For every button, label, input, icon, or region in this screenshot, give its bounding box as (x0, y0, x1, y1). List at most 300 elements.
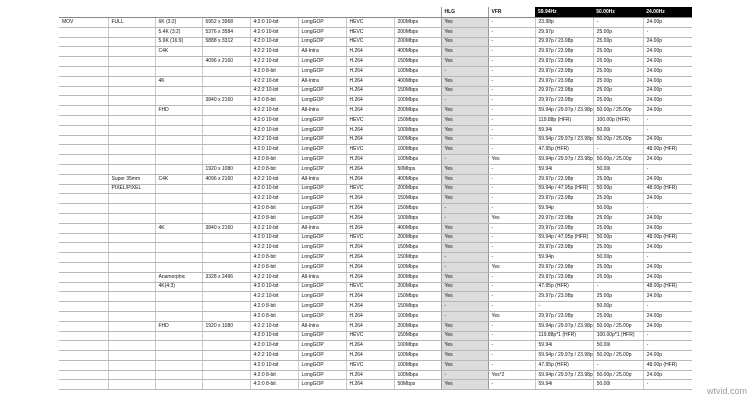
cell-pixel-size (202, 341, 250, 351)
cell-vfr: - (488, 341, 535, 351)
header-blank (202, 7, 250, 18)
cell-rate-50-00: 25.00p (593, 272, 643, 282)
cell-angle (108, 282, 155, 292)
cell-angle (108, 360, 155, 370)
cell-vfr: - (488, 115, 535, 125)
table-row (59, 184, 692, 194)
cell-angle (108, 135, 155, 145)
cell-rate-24-00: 24.00p (643, 155, 692, 165)
cell-vfr: - (488, 351, 535, 361)
cell-sampling: 4:2:0 10-bit (250, 145, 298, 155)
cell-vfr: - (488, 282, 535, 292)
cell-bitrate: 100Mbps (394, 213, 441, 223)
cell-bitrate: 50Mbps (394, 164, 441, 174)
cell-rate-59-94: 29.97p / 23.98p (535, 292, 593, 302)
cell-sampling: 4:2:0 8-bit (250, 204, 298, 214)
cell-hlg: - (441, 204, 488, 214)
cell-vfr: - (488, 18, 535, 28)
cell-format (59, 106, 108, 116)
cell-rate-24-00: 24.00p (643, 174, 692, 184)
cell-sampling: 4:2:0 10-bit (250, 331, 298, 341)
cell-bitrate: 100Mbps (394, 262, 441, 272)
cell-sampling: 4:2:0 8-bit (250, 213, 298, 223)
cell-sampling: 4:2:2 10-bit (250, 351, 298, 361)
cell-angle (108, 47, 155, 57)
cell-format (59, 351, 108, 361)
cell-rate-59-94: 59.94p / 29.97p / 23.98p (535, 370, 593, 380)
cell-bitrate: 150Mbps (394, 253, 441, 263)
cell-format (59, 145, 108, 155)
cell-rate-59-94: 29.97p / 23.98p (535, 262, 593, 272)
table-row (59, 96, 692, 106)
cell-pixel-size (202, 125, 250, 135)
cell-angle (108, 66, 155, 76)
cell-rate-59-94: 59.94p / 29.97p / 23.98p (535, 155, 593, 165)
cell-sampling: 4:2:2 10-bit (250, 76, 298, 86)
cell-format (59, 272, 108, 282)
cell-format (59, 341, 108, 351)
cell-rate-50-00: 25.00p (593, 57, 643, 67)
cell-format (59, 164, 108, 174)
cell-bitrate: 400Mbps (394, 47, 441, 57)
cell-rate-50-00: - (593, 18, 643, 28)
table-row (59, 174, 692, 184)
cell-hlg: Yes (441, 174, 488, 184)
cell-rate-59-94: 59.94p / 29.97p / 23.98p (535, 321, 593, 331)
cell-pixel-size: 5888 x 3312 (202, 37, 250, 47)
cell-format (59, 370, 108, 380)
cell-vfr: - (488, 184, 535, 194)
cell-codec: H.264 (346, 272, 394, 282)
cell-format (59, 213, 108, 223)
cell-pixel-size (202, 262, 250, 272)
cell-rate-59-94: 59.94p (535, 204, 593, 214)
cell-resolution-name: 4K (155, 223, 202, 233)
cell-angle (108, 76, 155, 86)
cell-format (59, 76, 108, 86)
cell-codec: HEVC (346, 18, 394, 28)
cell-hlg: - (441, 213, 488, 223)
cell-rate-59-94: 29.97p / 23.98p (535, 96, 593, 106)
cell-angle (108, 115, 155, 125)
cell-rate-24-00: 24.00p (643, 86, 692, 96)
cell-format (59, 321, 108, 331)
cell-resolution-name: 5.9K (16:9) (155, 37, 202, 47)
cell-rate-50-00: - (593, 360, 643, 370)
cell-rate-50-00: 50.00p (593, 302, 643, 312)
table-row (59, 223, 692, 233)
cell-hlg: Yes (441, 341, 488, 351)
table-body (59, 18, 692, 390)
header-blank (298, 7, 346, 18)
cell-codec: H.264 (346, 262, 394, 272)
table-row (59, 57, 692, 67)
header-blank (394, 7, 441, 18)
cell-rate-59-94: 29.97p (535, 27, 593, 37)
cell-sampling: 4:2:0 10-bit (250, 282, 298, 292)
cell-codec: H.264 (346, 311, 394, 321)
cell-angle (108, 194, 155, 204)
cell-hlg: Yes (441, 37, 488, 47)
cell-format (59, 302, 108, 312)
cell-rate-24-00: - (643, 204, 692, 214)
cell-bitrate: 100Mbps (394, 66, 441, 76)
cell-vfr: - (488, 164, 535, 174)
cell-rate-50-00: 50.00i (593, 341, 643, 351)
cell-resolution-name (155, 253, 202, 263)
cell-pixel-size (202, 86, 250, 96)
cell-angle (108, 213, 155, 223)
cell-pixel-size (202, 155, 250, 165)
cell-bitrate: 200Mbps (394, 106, 441, 116)
cell-hlg: Yes (441, 27, 488, 37)
cell-codec: HEVC (346, 27, 394, 37)
cell-format (59, 380, 108, 390)
cell-vfr: - (488, 272, 535, 282)
cell-compression: LongGOP (298, 57, 346, 67)
cell-compression: LongGOP (298, 145, 346, 155)
cell-rate-59-94: 29.97p / 23.98p (535, 194, 593, 204)
cell-rate-50-00: 25.00p (593, 86, 643, 96)
cell-bitrate: 100Mbps (394, 155, 441, 165)
cell-compression: LongGOP (298, 204, 346, 214)
cell-vfr: - (488, 321, 535, 331)
cell-vfr: - (488, 194, 535, 204)
cell-codec: H.264 (346, 106, 394, 116)
cell-rate-50-00: 25.00p (593, 76, 643, 86)
cell-pixel-size: 4096 x 2160 (202, 57, 250, 67)
cell-sampling: 4:2:0 10-bit (250, 184, 298, 194)
table-row (59, 380, 692, 390)
cell-hlg: Yes (441, 380, 488, 390)
cell-hlg: Yes (441, 86, 488, 96)
cell-bitrate: 100Mbps (394, 135, 441, 145)
cell-pixel-size (202, 145, 250, 155)
cell-angle: PIXEL/PIXEL (108, 184, 155, 194)
cell-rate-24-00: 24.00p (643, 66, 692, 76)
cell-hlg: - (441, 311, 488, 321)
cell-rate-59-94: 47.95p (HFR) (535, 282, 593, 292)
cell-bitrate: 100Mbps (394, 351, 441, 361)
cell-resolution-name (155, 86, 202, 96)
cell-sampling: 4:2:0 8-bit (250, 96, 298, 106)
cell-hlg: Yes (441, 331, 488, 341)
cell-rate-59-94: 59.94p / 47.95p (HFR) (535, 233, 593, 243)
cell-angle: FULL (108, 18, 155, 28)
cell-compression: LongGOP (298, 233, 346, 243)
cell-codec: H.264 (346, 194, 394, 204)
cell-rate-50-00: 50.00p / 25.00p (593, 370, 643, 380)
cell-rate-50-00: 50.00p / 25.00p (593, 106, 643, 116)
cell-bitrate: 150Mbps (394, 115, 441, 125)
cell-hlg: Yes (441, 351, 488, 361)
cell-format (59, 223, 108, 233)
cell-rate-59-94: 29.97p / 23.98p (535, 213, 593, 223)
cell-vfr: - (488, 233, 535, 243)
cell-rate-50-00: 25.00p (593, 311, 643, 321)
cell-compression: LongGOP (298, 125, 346, 135)
cell-format (59, 311, 108, 321)
cell-format (59, 360, 108, 370)
cell-compression: LongGOP (298, 302, 346, 312)
cell-pixel-size (202, 204, 250, 214)
cell-rate-59-94: 29.97p / 23.98p (535, 76, 593, 86)
cell-sampling: 4:2:0 8-bit (250, 311, 298, 321)
watermark: wtvid.com (706, 386, 747, 396)
cell-rate-24-00: - (643, 164, 692, 174)
cell-resolution-name (155, 360, 202, 370)
cell-format (59, 292, 108, 302)
cell-codec: H.264 (346, 243, 394, 253)
cell-pixel-size: 3328 x 2496 (202, 272, 250, 282)
cell-rate-59-94: 29.97p / 23.98p (535, 86, 593, 96)
cell-resolution-name (155, 57, 202, 67)
cell-resolution-name: 4K (155, 76, 202, 86)
cell-bitrate: 200Mbps (394, 184, 441, 194)
cell-rate-24-00: - (643, 380, 692, 390)
table-row (59, 292, 692, 302)
cell-sampling: 4:2:0 8-bit (250, 370, 298, 380)
cell-resolution-name (155, 331, 202, 341)
table-row (59, 370, 692, 380)
cell-resolution-name: FHD (155, 321, 202, 331)
cell-compression: LongGOP (298, 86, 346, 96)
cell-sampling: 4:2:0 8-bit (250, 302, 298, 312)
cell-hlg: Yes (441, 164, 488, 174)
cell-codec: H.264 (346, 47, 394, 57)
cell-bitrate: 100Mbps (394, 370, 441, 380)
cell-vfr: - (488, 223, 535, 233)
cell-vfr: Yes*2 (488, 370, 535, 380)
cell-compression: LongGOP (298, 213, 346, 223)
cell-rate-24-00: - (643, 331, 692, 341)
cell-angle (108, 262, 155, 272)
cell-hlg: - (441, 370, 488, 380)
cell-bitrate: 200Mbps (394, 272, 441, 282)
cell-angle (108, 106, 155, 116)
cell-pixel-size (202, 253, 250, 263)
cell-sampling: 4:2:2 10-bit (250, 223, 298, 233)
table-header-row (59, 7, 692, 18)
table-row (59, 262, 692, 272)
cell-hlg: Yes (441, 243, 488, 253)
table-row (59, 282, 692, 292)
cell-angle: Super 35mm (108, 174, 155, 184)
cell-vfr: Yes (488, 262, 535, 272)
cell-codec: H.264 (346, 96, 394, 106)
cell-angle (108, 321, 155, 331)
cell-angle (108, 125, 155, 135)
cell-vfr: - (488, 380, 535, 390)
cell-pixel-size (202, 194, 250, 204)
cell-codec: H.264 (346, 57, 394, 67)
table-row (59, 47, 692, 57)
cell-bitrate: 400Mbps (394, 174, 441, 184)
cell-hlg: - (441, 96, 488, 106)
cell-sampling: 4:2:0 8-bit (250, 155, 298, 165)
cell-vfr: - (488, 360, 535, 370)
cell-resolution-name (155, 292, 202, 302)
cell-codec: HEVC (346, 282, 394, 292)
cell-angle (108, 145, 155, 155)
cell-hlg: Yes (441, 106, 488, 116)
cell-rate-50-00: 25.00p (593, 292, 643, 302)
cell-format (59, 27, 108, 37)
cell-format (59, 57, 108, 67)
cell-bitrate: 400Mbps (394, 223, 441, 233)
table-row (59, 194, 692, 204)
cell-angle (108, 155, 155, 165)
cell-vfr: - (488, 86, 535, 96)
cell-compression: All-Intra (298, 47, 346, 57)
cell-sampling: 4:2:0 8-bit (250, 66, 298, 76)
cell-compression: LongGOP (298, 18, 346, 28)
table-row (59, 86, 692, 96)
cell-rate-59-94: - (535, 302, 593, 312)
cell-codec: H.264 (346, 213, 394, 223)
cell-bitrate: 150Mbps (394, 292, 441, 302)
cell-vfr: - (488, 27, 535, 37)
cell-pixel-size: 3840 x 2160 (202, 223, 250, 233)
cell-rate-59-94: 119.88p*1 (HFR) (535, 331, 593, 341)
table-row (59, 331, 692, 341)
cell-compression: LongGOP (298, 262, 346, 272)
cell-resolution-name (155, 204, 202, 214)
cell-sampling: 4:2:2 10-bit (250, 321, 298, 331)
cell-codec: H.264 (346, 253, 394, 263)
cell-pixel-size (202, 184, 250, 194)
cell-hlg: Yes (441, 184, 488, 194)
cell-rate-59-94: 29.97p / 23.98p (535, 57, 593, 67)
cell-hlg: - (441, 66, 488, 76)
cell-angle (108, 272, 155, 282)
cell-resolution-name (155, 145, 202, 155)
cell-pixel-size (202, 370, 250, 380)
cell-rate-24-00: 24.00p (643, 47, 692, 57)
cell-resolution-name (155, 66, 202, 76)
cell-format (59, 66, 108, 76)
cell-format (59, 243, 108, 253)
cell-resolution-name (155, 194, 202, 204)
cell-angle (108, 302, 155, 312)
cell-sampling: 4:2:0 10-bit (250, 37, 298, 47)
cell-codec: H.264 (346, 380, 394, 390)
cell-rate-50-00: 50.00i (593, 164, 643, 174)
cell-rate-24-00: 24.00p (643, 194, 692, 204)
cell-sampling: 4:2:2 10-bit (250, 292, 298, 302)
cell-resolution-name (155, 311, 202, 321)
table-row (59, 18, 692, 28)
table-row (59, 341, 692, 351)
cell-compression: LongGOP (298, 331, 346, 341)
cell-rate-50-00: 50.00p (593, 233, 643, 243)
cell-pixel-size (202, 47, 250, 57)
cell-sampling: 4:2:2 10-bit (250, 243, 298, 253)
cell-format (59, 115, 108, 125)
cell-resolution-name (155, 351, 202, 361)
cell-rate-50-00: 25.00p (593, 37, 643, 47)
cell-rate-50-00: 50.00p (593, 184, 643, 194)
cell-pixel-size (202, 76, 250, 86)
cell-angle (108, 223, 155, 233)
cell-bitrate: 150Mbps (394, 86, 441, 96)
table-row (59, 106, 692, 116)
cell-bitrate: 150Mbps (394, 302, 441, 312)
cell-rate-59-94: 29.97p / 23.98p (535, 47, 593, 57)
cell-pixel-size: 3840 x 2160 (202, 96, 250, 106)
cell-pixel-size (202, 331, 250, 341)
cell-hlg: - (441, 262, 488, 272)
cell-rate-24-00: 24.00p (643, 370, 692, 380)
header-blank (155, 7, 202, 18)
cell-resolution-name: 4K(4:3) (155, 282, 202, 292)
cell-format (59, 262, 108, 272)
cell-hlg: Yes (441, 76, 488, 86)
cell-rate-59-94: 59.94p / 47.95p (HFR) (535, 184, 593, 194)
cell-vfr: Yes (488, 311, 535, 321)
cell-rate-50-00: - (593, 145, 643, 155)
cell-compression: LongGOP (298, 243, 346, 253)
cell-rate-59-94: 59.94p / 29.97p / 23.98p (535, 106, 593, 116)
cell-codec: H.264 (346, 204, 394, 214)
cell-vfr: - (488, 135, 535, 145)
cell-codec: H.264 (346, 321, 394, 331)
cell-format (59, 331, 108, 341)
cell-angle (108, 86, 155, 96)
cell-format (59, 204, 108, 214)
cell-format (59, 47, 108, 57)
cell-resolution-name: FHD (155, 106, 202, 116)
table-row (59, 311, 692, 321)
cell-rate-50-00: 25.00p (593, 194, 643, 204)
cell-rate-50-00: 25.00p (593, 66, 643, 76)
cell-rate-59-94: 59.94p (535, 253, 593, 263)
cell-rate-50-00: 25.00p (593, 223, 643, 233)
cell-rate-24-00: 48.00p (HFR) (643, 360, 692, 370)
cell-bitrate: 400Mbps (394, 76, 441, 86)
cell-rate-24-00: - (643, 125, 692, 135)
header-blank (59, 7, 108, 18)
cell-angle (108, 164, 155, 174)
cell-rate-59-94: 59.94p / 29.97p / 23.98p (535, 351, 593, 361)
header-50-00hz: 50.00Hz (593, 7, 643, 18)
cell-angle (108, 204, 155, 214)
cell-angle (108, 57, 155, 67)
cell-compression: LongGOP (298, 311, 346, 321)
header-hlg: HLG (441, 7, 488, 18)
cell-bitrate: 200Mbps (394, 27, 441, 37)
cell-hlg: Yes (441, 223, 488, 233)
cell-pixel-size (202, 282, 250, 292)
cell-rate-59-94: 29.97p / 23.98p (535, 174, 593, 184)
cell-bitrate: 100Mbps (394, 145, 441, 155)
cell-bitrate: 200Mbps (394, 321, 441, 331)
cell-vfr: - (488, 145, 535, 155)
cell-bitrate: 200Mbps (394, 18, 441, 28)
cell-vfr: - (488, 47, 535, 57)
cell-hlg: Yes (441, 115, 488, 125)
cell-codec: H.264 (346, 351, 394, 361)
table-row (59, 164, 692, 174)
cell-rate-50-00: 50.00p (593, 204, 643, 214)
cell-vfr: - (488, 66, 535, 76)
cell-rate-59-94: 29.97p / 23.98p (535, 66, 593, 76)
table-row (59, 27, 692, 37)
header-blank (108, 7, 155, 18)
table-row (59, 155, 692, 165)
cell-angle (108, 243, 155, 253)
cell-codec: HEVC (346, 37, 394, 47)
